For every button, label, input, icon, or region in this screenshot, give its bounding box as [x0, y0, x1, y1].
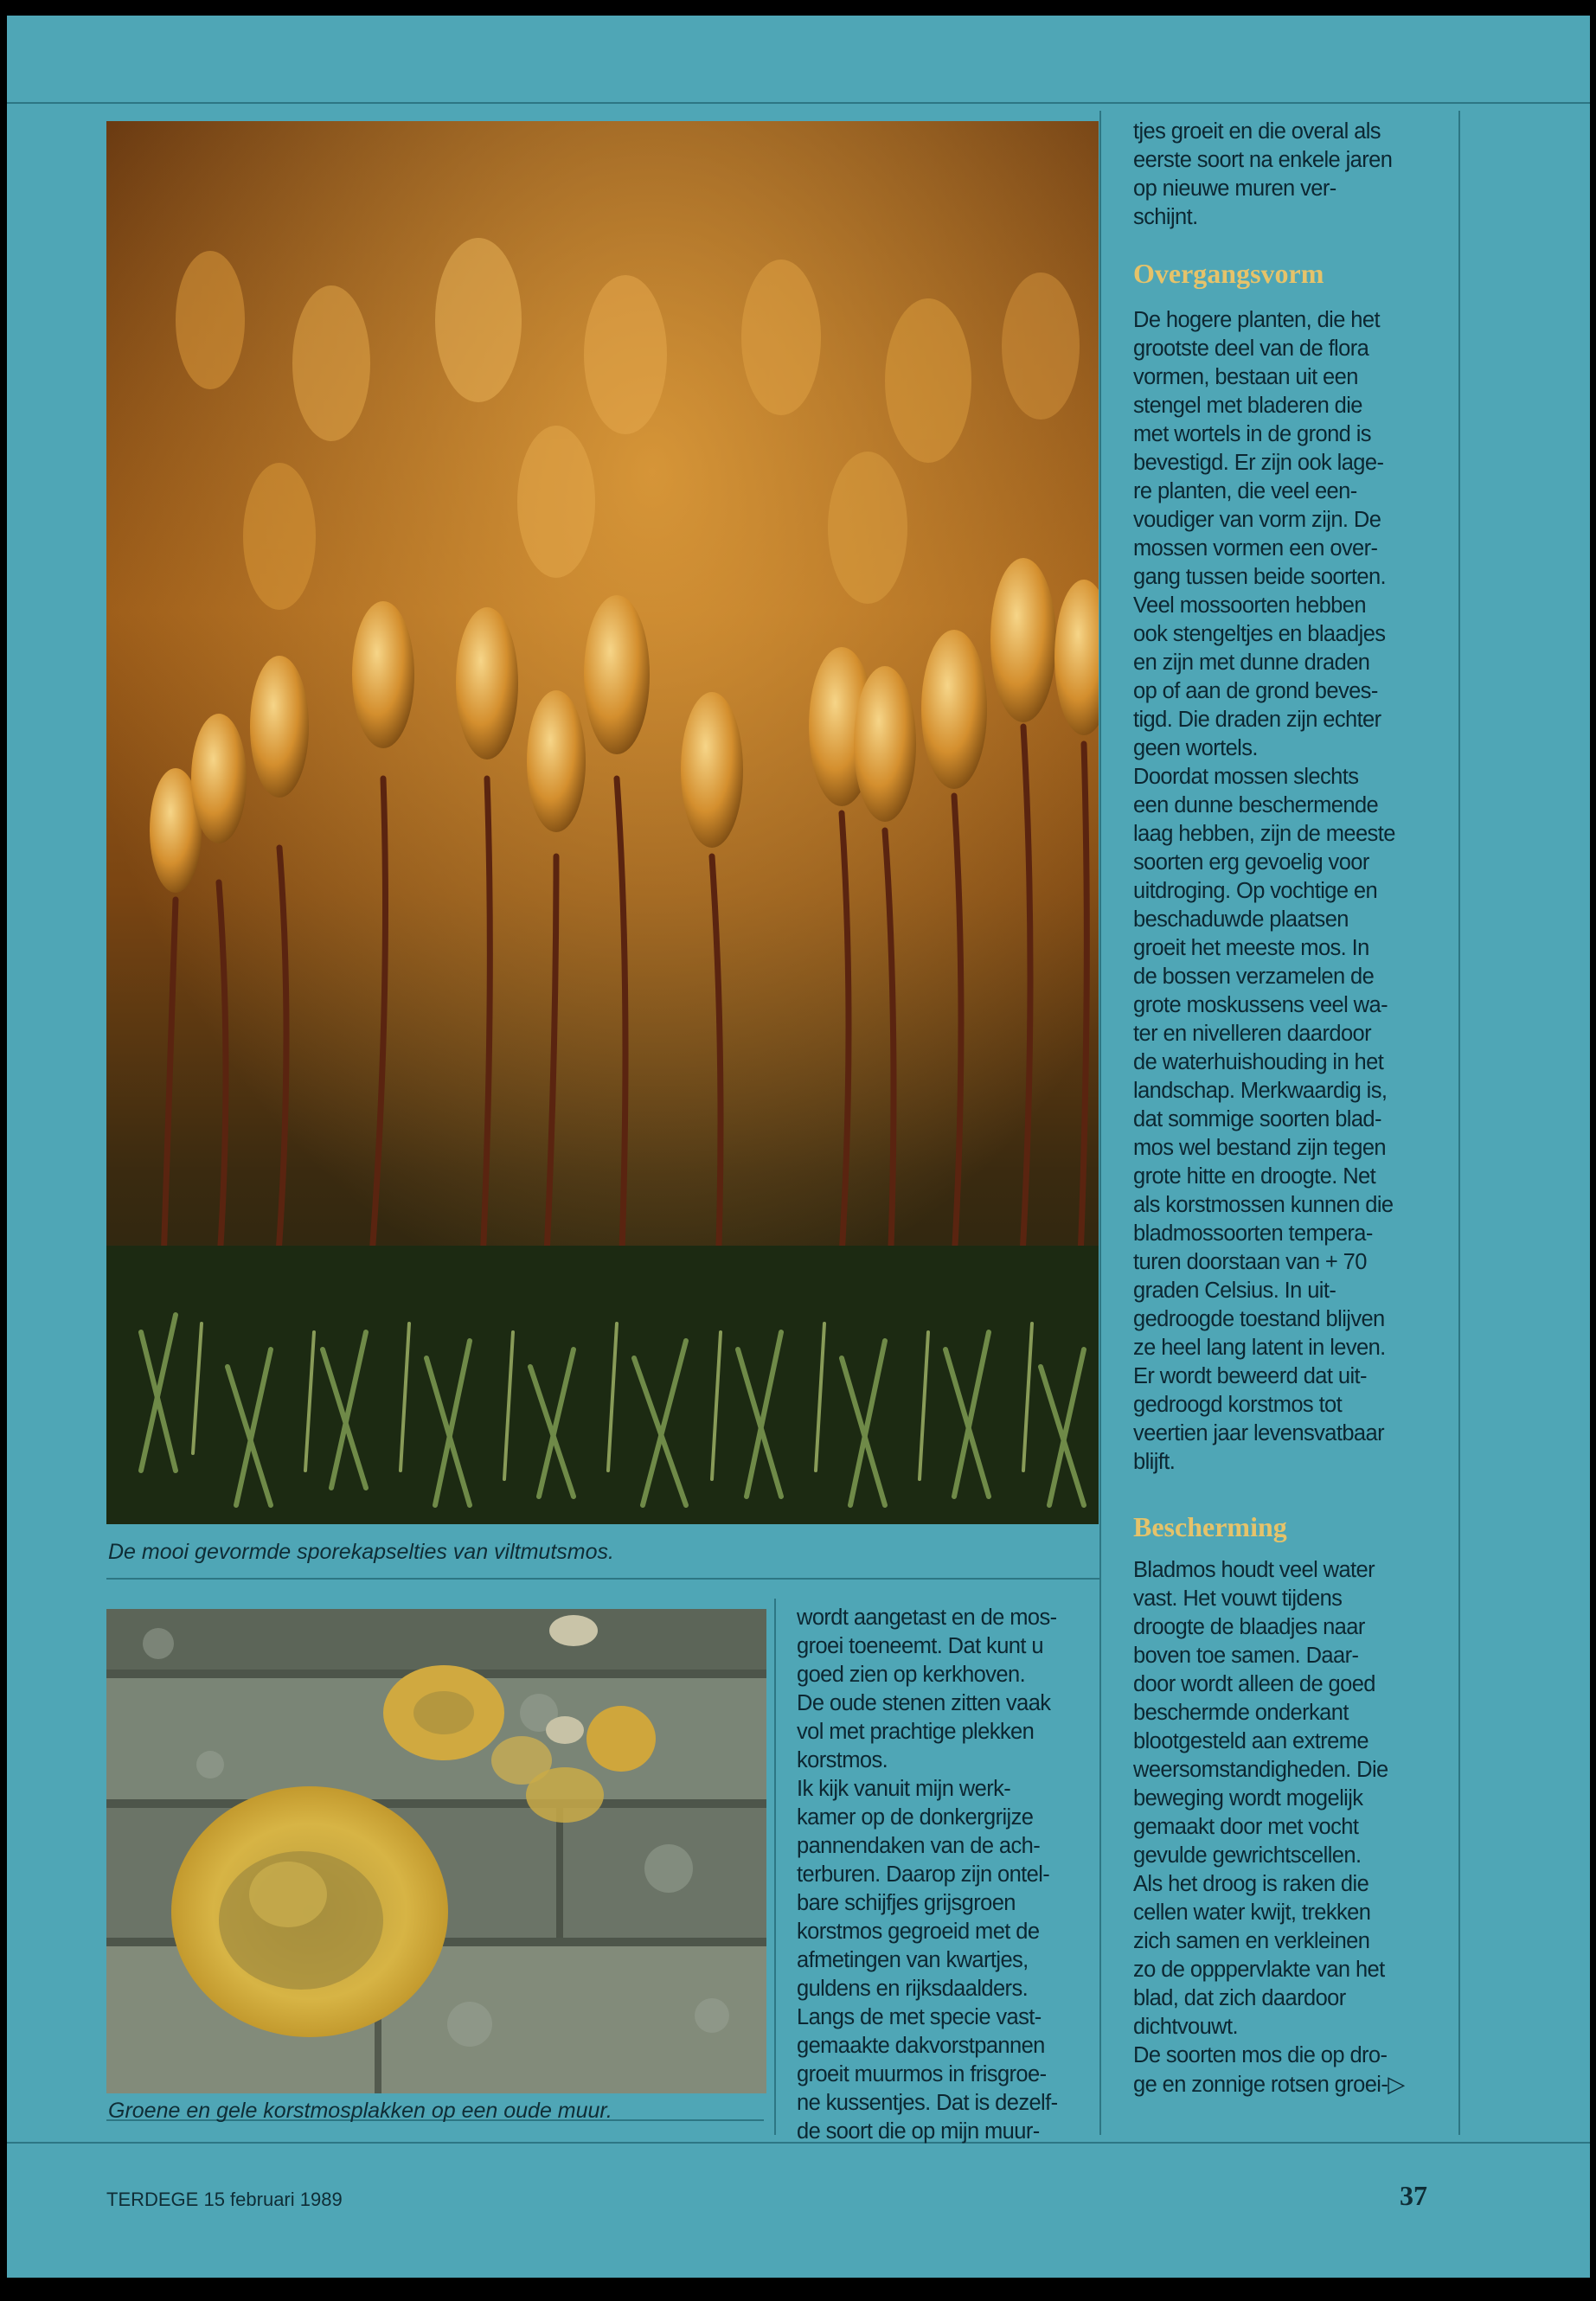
section1-line: grote hitte en droogte. Net: [1133, 1164, 1376, 1189]
last-line-text: ge en zonnige rotsen groei-: [1133, 2073, 1388, 2097]
section1-line: grote moskussens veel wa-: [1133, 993, 1388, 1017]
middle-line: afmetingen van kwartjes,: [797, 1948, 1029, 1972]
section1-line: en zijn met dunne draden: [1133, 651, 1370, 675]
moss-caption: De mooi gevormde sporekapselties van viltmutsmos.: [108, 1540, 614, 1564]
publication-line: TERDEGE 15 februari 1989: [106, 2189, 343, 2210]
section2-line: boven toe samen. Daar-: [1133, 1644, 1359, 1668]
middle-line: groeit muurmos in frisgroe-: [797, 2062, 1047, 2086]
section2-line: Bladmos houdt veel water: [1133, 1558, 1375, 1582]
section2-line: blootgesteld aan extreme: [1133, 1729, 1368, 1753]
section1-line: Veel mossoorten hebben: [1133, 593, 1366, 618]
section2-line: droogte de blaadjes naar: [1133, 1615, 1365, 1639]
section1-line: re planten, die veel een-: [1133, 479, 1357, 503]
section1-line: beschaduwde plaatsen: [1133, 907, 1349, 932]
section1-line: stengel met bladeren die: [1133, 394, 1362, 418]
caption-rule-top: [106, 1578, 1101, 1580]
middle-line: Ik kijk vanuit mijn werk-: [797, 1777, 1011, 1801]
section2-line: vast. Het vouwt tijdens: [1133, 1586, 1343, 1611]
section1-line: tigd. Die draden zijn echter: [1133, 708, 1381, 732]
moss-sporophytes-photo: [106, 121, 1099, 1524]
section2-line: dichtvouwt.: [1133, 2015, 1238, 2039]
middle-line: pannendaken van de ach-: [797, 1834, 1041, 1858]
section2-line: gevulde gewrichtscellen.: [1133, 1843, 1362, 1868]
middle-line: vol met prachtige plekken: [797, 1720, 1035, 1744]
section1-line: mossen vormen een over-: [1133, 536, 1378, 561]
middle-line: gemaakte dakvorstpannen: [797, 2034, 1045, 2058]
section1-line: op of aan de grond beves-: [1133, 679, 1378, 703]
section1-line: voudiger van vorm zijn. De: [1133, 508, 1381, 532]
section1-line: met wortels in de grond is: [1133, 422, 1371, 446]
section-heading-bescherming: Bescherming: [1133, 1511, 1287, 1542]
section2-line: De soorten mos die op dro-: [1133, 2043, 1388, 2067]
section1-line: graden Celsius. In uit-: [1133, 1279, 1336, 1303]
middle-line: korstmos gegroeid met de: [797, 1920, 1040, 1944]
section2-line: gemaakt door met vocht: [1133, 1815, 1359, 1839]
lichen-on-wall-photo: [106, 1609, 766, 2093]
lichen-caption: Groene en gele korstmosplakken op een oude muur.: [108, 2099, 612, 2123]
page-number: 37: [1400, 2180, 1427, 2211]
section1-line: soorten erg gevoelig voor: [1133, 850, 1369, 875]
section-heading-overgangsvorm: Overgangsvorm: [1133, 258, 1324, 289]
section2-line: door wordt alleen de goed: [1133, 1672, 1375, 1696]
section1-line: ze heel lang latent in leven.: [1133, 1336, 1386, 1360]
section1-line: als korstmossen kunnen die: [1133, 1193, 1394, 1217]
section1-line: laag hebben, zijn de meeste: [1133, 822, 1395, 846]
middle-line: kamer op de donkergrijze: [797, 1805, 1034, 1830]
middle-line: Langs de met specie vast-: [797, 2005, 1042, 2029]
middle-line: De oude stenen zitten vaak: [797, 1691, 1051, 1715]
section1-line: landschap. Merkwaardig is,: [1133, 1079, 1388, 1103]
section1-line: uitdroging. Op vochtige en: [1133, 879, 1378, 903]
middle-column-text: [797, 1604, 1108, 2146]
section1-line: een dunne beschermende: [1133, 793, 1379, 817]
section1-line: blijft.: [1133, 1450, 1176, 1474]
last-line: [1133, 2070, 1462, 2099]
section1-line: dat sommige soorten blad-: [1133, 1107, 1381, 1131]
section2-line: Als het droog is raken die: [1133, 1872, 1369, 1896]
middle-line: wordt aangetast en de mos-: [797, 1606, 1057, 1630]
section1-line: bevestigd. Er zijn ook lage-: [1133, 451, 1384, 475]
middle-line: guldens en rijksdaalders.: [797, 1977, 1029, 2001]
top-rule: [7, 102, 1590, 104]
section1-line: Doordat mossen slechts: [1133, 765, 1359, 789]
intro-line: tjes groeit en die overal als: [1133, 119, 1381, 144]
section1-line: De hogere planten, die het: [1133, 308, 1380, 332]
section2-line: beweging wordt mogelijk: [1133, 1786, 1363, 1811]
section2-line: zo de opppervlakte van het: [1133, 1958, 1385, 1982]
section1-line: mos wel bestand zijn tegen: [1133, 1136, 1386, 1160]
middle-line: terburen. Daarop zijn ontel-: [797, 1862, 1050, 1887]
intro-line: eerste soort na enkele jaren: [1133, 148, 1393, 172]
section1-line: bladmossoorten tempera-: [1133, 1221, 1373, 1246]
section1-line: vormen, bestaan uit een: [1133, 365, 1358, 389]
section2-line: zich samen en verkleinen: [1133, 1929, 1370, 1953]
intro-line: op nieuwe muren ver-: [1133, 176, 1336, 201]
section1-line: ook stengeltjes en blaadjes: [1133, 622, 1386, 646]
middle-line: bare schijfjes grijsgroen: [797, 1891, 1016, 1915]
middle-line: groei toeneemt. Dat kunt u: [797, 1634, 1043, 1658]
section1-line: groeit het meeste mos. In: [1133, 936, 1369, 960]
middle-line: goed zien op kerkhoven.: [797, 1663, 1026, 1687]
section1-line: Er wordt beweerd dat uit-: [1133, 1364, 1367, 1388]
section2-line: beschermde onderkant: [1133, 1701, 1349, 1725]
section1-line: gang tussen beide soorten.: [1133, 565, 1387, 589]
section1-line: geen wortels.: [1133, 736, 1258, 760]
middle-line: ne kussentjes. Dat is dezelf-: [797, 2091, 1058, 2115]
section1-line: de waterhuishouding in het: [1133, 1050, 1384, 1074]
section1-line: de bossen verzamelen de: [1133, 965, 1375, 989]
right-column-text: [1133, 118, 1462, 2099]
middle-line: korstmos.: [797, 1748, 888, 1772]
column-rule-middle: [774, 1599, 776, 2135]
section1-line: ter en nivelleren daardoor: [1133, 1022, 1371, 1046]
continue-arrow-icon: ▷: [1388, 2071, 1405, 2097]
middle-line: de soort die op mijn muur-: [797, 2119, 1040, 2144]
section1-line: grootste deel van de flora: [1133, 336, 1369, 361]
section1-line: veertien jaar levensvatbaar: [1133, 1421, 1384, 1445]
section1-line: gedroogd korstmos tot: [1133, 1393, 1343, 1417]
section2-line: cellen water kwijt, trekken: [1133, 1900, 1371, 1925]
magazine-page: [7, 16, 1590, 2278]
section2-line: blad, dat zich daardoor: [1133, 1986, 1346, 2010]
section1-line: turen doorstaan van + 70: [1133, 1250, 1367, 1274]
section2-line: weersomstandigheden. Die: [1133, 1758, 1388, 1782]
section1-line: gedroogde toestand blijven: [1133, 1307, 1385, 1331]
intro-line: schijnt.: [1133, 205, 1198, 229]
